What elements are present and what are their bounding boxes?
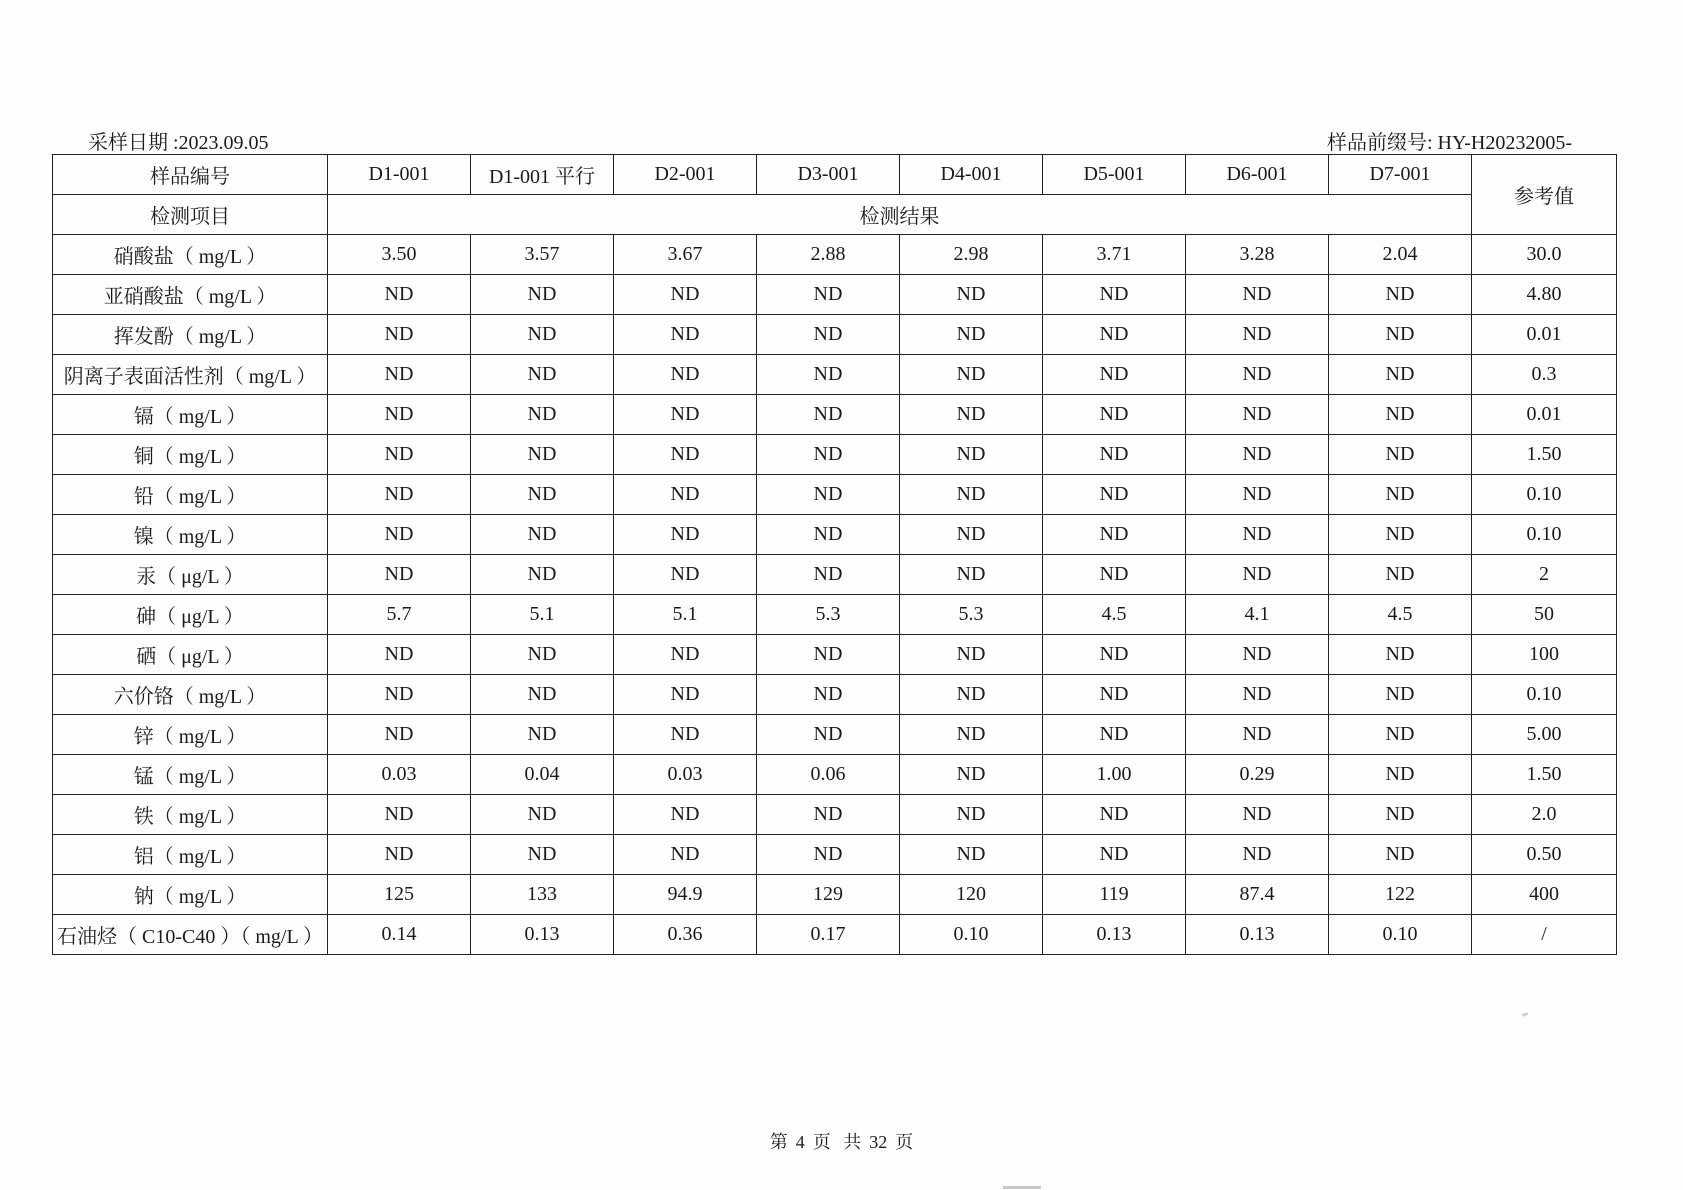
result-header: 检测结果	[328, 195, 1472, 235]
result-cell: 5.1	[614, 595, 757, 635]
test-item: 铝（ mg/L ）	[53, 835, 328, 875]
result-cell: ND	[1329, 835, 1472, 875]
test-item: 锰（ mg/L ）	[53, 755, 328, 795]
result-cell: ND	[757, 555, 900, 595]
result-cell: 2.88	[757, 235, 900, 275]
result-cell: ND	[900, 435, 1043, 475]
table-row	[53, 675, 1617, 715]
table-row	[53, 875, 1617, 915]
result-cell: 4.1	[1186, 595, 1329, 635]
result-cell: ND	[471, 355, 614, 395]
result-cell: ND	[900, 355, 1043, 395]
result-cell: 4.5	[1329, 595, 1472, 635]
table-row	[53, 275, 1617, 315]
result-cell: ND	[614, 795, 757, 835]
result-cell: ND	[328, 515, 471, 555]
test-item: 石油烃（ C10-C40 ）（ mg/L ）	[53, 915, 328, 955]
result-cell: ND	[1043, 275, 1186, 315]
result-cell: ND	[328, 275, 471, 315]
result-cell: ND	[471, 515, 614, 555]
result-cell: 87.4	[1186, 875, 1329, 915]
result-cell: ND	[1329, 515, 1472, 555]
result-cell: 0.13	[1043, 915, 1186, 955]
result-cell: ND	[1186, 675, 1329, 715]
result-cell: ND	[1043, 555, 1186, 595]
result-cell: ND	[1186, 835, 1329, 875]
result-cell: ND	[1043, 475, 1186, 515]
result-cell: 119	[1043, 875, 1186, 915]
result-cell: ND	[900, 515, 1043, 555]
reference-cell: 0.3	[1472, 355, 1617, 395]
result-cell: ND	[471, 675, 614, 715]
table-row	[53, 795, 1617, 835]
result-cell: 0.14	[328, 915, 471, 955]
table-row	[53, 395, 1617, 435]
result-cell: ND	[900, 755, 1043, 795]
result-cell: ND	[900, 395, 1043, 435]
column-header: D2-001	[614, 155, 757, 195]
result-cell: 3.71	[1043, 235, 1186, 275]
result-cell: ND	[328, 395, 471, 435]
table-row	[53, 235, 1617, 275]
table-row	[53, 475, 1617, 515]
result-cell: ND	[757, 675, 900, 715]
result-cell: ND	[328, 835, 471, 875]
result-cell: ND	[757, 515, 900, 555]
result-cell: ND	[1329, 795, 1472, 835]
reference-cell: 100	[1472, 635, 1617, 675]
total-label: 共	[843, 1132, 862, 1152]
reference-cell: 1.50	[1472, 435, 1617, 475]
result-cell: 120	[900, 875, 1043, 915]
reference-cell: 0.10	[1472, 675, 1617, 715]
result-cell: 0.03	[328, 755, 471, 795]
test-item: 汞（ μg/L ）	[53, 555, 328, 595]
reference-cell: /	[1472, 915, 1617, 955]
test-item: 镍（ mg/L ）	[53, 515, 328, 555]
result-cell: 1.00	[1043, 755, 1186, 795]
result-cell: ND	[471, 315, 614, 355]
result-cell: ND	[1186, 315, 1329, 355]
result-cell: ND	[900, 795, 1043, 835]
results-table	[52, 154, 1617, 955]
reference-cell: 2	[1472, 555, 1617, 595]
result-cell: ND	[614, 315, 757, 355]
result-cell: ND	[1043, 635, 1186, 675]
result-cell: ND	[614, 715, 757, 755]
result-cell: ND	[1329, 715, 1472, 755]
column-header: D4-001	[900, 155, 1043, 195]
result-cell: ND	[1186, 275, 1329, 315]
test-item: 挥发酚（ mg/L ）	[53, 315, 328, 355]
result-cell: ND	[614, 275, 757, 315]
result-cell: ND	[900, 675, 1043, 715]
test-item: 六价铬（ mg/L ）	[53, 675, 328, 715]
result-cell: ND	[757, 475, 900, 515]
result-cell: ND	[471, 835, 614, 875]
reference-cell: 5.00	[1472, 715, 1617, 755]
table-row	[53, 635, 1617, 675]
reference-cell: 0.01	[1472, 315, 1617, 355]
result-cell: 94.9	[614, 875, 757, 915]
sampling-date: 采样日期 :2023.09.05	[88, 132, 269, 154]
result-cell: ND	[1329, 435, 1472, 475]
result-cell: ND	[614, 515, 757, 555]
result-cell: ND	[614, 435, 757, 475]
reference-header: 参考值	[1472, 155, 1617, 235]
test-item: 铁（ mg/L ）	[53, 795, 328, 835]
result-cell: 129	[757, 875, 900, 915]
result-cell: ND	[471, 715, 614, 755]
test-item: 钠（ mg/L ）	[53, 875, 328, 915]
table-row	[53, 915, 1617, 955]
result-cell: ND	[471, 435, 614, 475]
result-cell: 0.13	[471, 915, 614, 955]
result-cell: ND	[757, 315, 900, 355]
result-cell: 0.29	[1186, 755, 1329, 795]
page-label: 第	[769, 1132, 788, 1152]
test-item: 硝酸盐（ mg/L ）	[53, 235, 328, 275]
result-cell: ND	[757, 435, 900, 475]
result-cell: ND	[328, 795, 471, 835]
test-item: 镉（ mg/L ）	[53, 395, 328, 435]
result-cell: ND	[1329, 275, 1472, 315]
result-cell: ND	[1329, 315, 1472, 355]
reference-cell: 1.50	[1472, 755, 1617, 795]
result-cell: 0.04	[471, 755, 614, 795]
result-cell: ND	[757, 275, 900, 315]
result-cell: ND	[1329, 555, 1472, 595]
column-header: D6-001	[1186, 155, 1329, 195]
scan-mark	[1522, 1012, 1529, 1017]
table-row	[53, 315, 1617, 355]
item-header-row	[53, 195, 1617, 235]
result-cell: ND	[614, 355, 757, 395]
result-cell: ND	[1329, 355, 1472, 395]
table-row	[53, 835, 1617, 875]
result-cell: 5.1	[471, 595, 614, 635]
result-cell: 0.03	[614, 755, 757, 795]
result-cell: 5.3	[757, 595, 900, 635]
result-cell: ND	[757, 395, 900, 435]
result-cell: ND	[471, 795, 614, 835]
result-cell: ND	[757, 835, 900, 875]
table-row	[53, 595, 1617, 635]
result-cell: ND	[614, 835, 757, 875]
result-cell: ND	[1186, 355, 1329, 395]
result-cell: ND	[900, 635, 1043, 675]
column-header: D3-001	[757, 155, 900, 195]
result-cell: 0.06	[757, 755, 900, 795]
test-item: 砷（ μg/L ）	[53, 595, 328, 635]
result-cell: ND	[1043, 515, 1186, 555]
result-cell: ND	[1186, 715, 1329, 755]
result-cell: 5.3	[900, 595, 1043, 635]
result-cell: ND	[1329, 675, 1472, 715]
result-cell: 0.10	[900, 915, 1043, 955]
result-cell: ND	[328, 435, 471, 475]
test-item: 铜（ mg/L ）	[53, 435, 328, 475]
reference-cell: 0.10	[1472, 515, 1617, 555]
result-cell: ND	[757, 715, 900, 755]
result-cell: ND	[1329, 755, 1472, 795]
result-cell: 125	[328, 875, 471, 915]
result-cell: 0.36	[614, 915, 757, 955]
table-row	[53, 715, 1617, 755]
result-cell: 3.50	[328, 235, 471, 275]
result-cell: 122	[1329, 875, 1472, 915]
reference-cell: 4.80	[1472, 275, 1617, 315]
table-row	[53, 435, 1617, 475]
result-cell: ND	[900, 315, 1043, 355]
reference-cell: 50	[1472, 595, 1617, 635]
result-cell: 0.10	[1329, 915, 1472, 955]
test-item: 阴离子表面活性剂（ mg/L ）	[53, 355, 328, 395]
result-cell: ND	[328, 355, 471, 395]
test-item: 硒（ μg/L ）	[53, 635, 328, 675]
result-cell: ND	[471, 635, 614, 675]
result-cell: 3.67	[614, 235, 757, 275]
table-row	[53, 755, 1617, 795]
column-header: D1-001	[328, 155, 471, 195]
result-cell: ND	[328, 715, 471, 755]
result-cell: ND	[1186, 435, 1329, 475]
table-row	[53, 515, 1617, 555]
result-cell: 0.17	[757, 915, 900, 955]
total-unit: 页	[895, 1132, 914, 1152]
result-cell: 0.13	[1186, 915, 1329, 955]
sample-id-row	[53, 155, 1617, 195]
table-row	[53, 355, 1617, 395]
result-cell: 3.57	[471, 235, 614, 275]
result-cell: ND	[1043, 835, 1186, 875]
reference-cell: 0.50	[1472, 835, 1617, 875]
result-cell: 2.04	[1329, 235, 1472, 275]
reference-cell: 0.10	[1472, 475, 1617, 515]
result-cell: ND	[1186, 635, 1329, 675]
result-cell: ND	[757, 355, 900, 395]
results-table-body	[53, 155, 1617, 955]
result-cell: 133	[471, 875, 614, 915]
result-cell: 4.5	[1043, 595, 1186, 635]
result-cell: ND	[1329, 635, 1472, 675]
result-cell: ND	[900, 835, 1043, 875]
result-cell: ND	[328, 555, 471, 595]
sample-id-label: 样品编号	[53, 155, 328, 195]
result-cell: ND	[1186, 515, 1329, 555]
item-label: 检测项目	[53, 195, 328, 235]
reference-cell: 0.01	[1472, 395, 1617, 435]
result-cell: ND	[757, 795, 900, 835]
result-cell: ND	[757, 635, 900, 675]
result-cell: ND	[471, 475, 614, 515]
test-item: 亚硝酸盐（ mg/L ）	[53, 275, 328, 315]
result-cell: ND	[614, 635, 757, 675]
result-cell: ND	[471, 555, 614, 595]
result-cell: ND	[1186, 475, 1329, 515]
result-cell: 5.7	[328, 595, 471, 635]
scan-mark	[1003, 1186, 1041, 1189]
reference-cell: 400	[1472, 875, 1617, 915]
result-cell: ND	[1329, 395, 1472, 435]
result-cell: 3.28	[1186, 235, 1329, 275]
reference-cell: 2.0	[1472, 795, 1617, 835]
sample-prefix: 样品前缀号: HY-H20232005-	[1327, 132, 1572, 154]
table-row	[53, 555, 1617, 595]
test-item: 铅（ mg/L ）	[53, 475, 328, 515]
column-header: D5-001	[1043, 155, 1186, 195]
result-cell: ND	[471, 275, 614, 315]
result-cell: ND	[328, 315, 471, 355]
result-cell: ND	[900, 555, 1043, 595]
result-cell: ND	[614, 475, 757, 515]
result-cell: ND	[614, 555, 757, 595]
result-cell: ND	[900, 275, 1043, 315]
total-pages: 32	[869, 1132, 888, 1152]
column-header: D7-001	[1329, 155, 1472, 195]
result-cell: ND	[328, 675, 471, 715]
result-cell: ND	[328, 635, 471, 675]
result-cell: ND	[1186, 555, 1329, 595]
result-cell: ND	[1043, 315, 1186, 355]
test-item: 锌（ mg/L ）	[53, 715, 328, 755]
result-cell: ND	[1043, 715, 1186, 755]
result-cell: ND	[471, 395, 614, 435]
result-cell: ND	[1329, 475, 1472, 515]
result-cell: ND	[614, 395, 757, 435]
page-number: 4	[795, 1132, 805, 1152]
result-cell: ND	[1043, 675, 1186, 715]
result-cell: ND	[1043, 435, 1186, 475]
result-cell: ND	[1043, 395, 1186, 435]
result-cell: ND	[1186, 795, 1329, 835]
result-cell: ND	[1186, 395, 1329, 435]
page-unit: 页	[812, 1132, 831, 1152]
result-cell: ND	[328, 475, 471, 515]
column-header: D1-001 平行	[471, 155, 614, 195]
result-cell: ND	[1043, 795, 1186, 835]
result-cell: 2.98	[900, 235, 1043, 275]
result-cell: ND	[614, 675, 757, 715]
reference-cell: 30.0	[1472, 235, 1617, 275]
result-cell: ND	[1043, 355, 1186, 395]
page-footer	[0, 1128, 1683, 1154]
result-cell: ND	[900, 715, 1043, 755]
result-cell: ND	[900, 475, 1043, 515]
